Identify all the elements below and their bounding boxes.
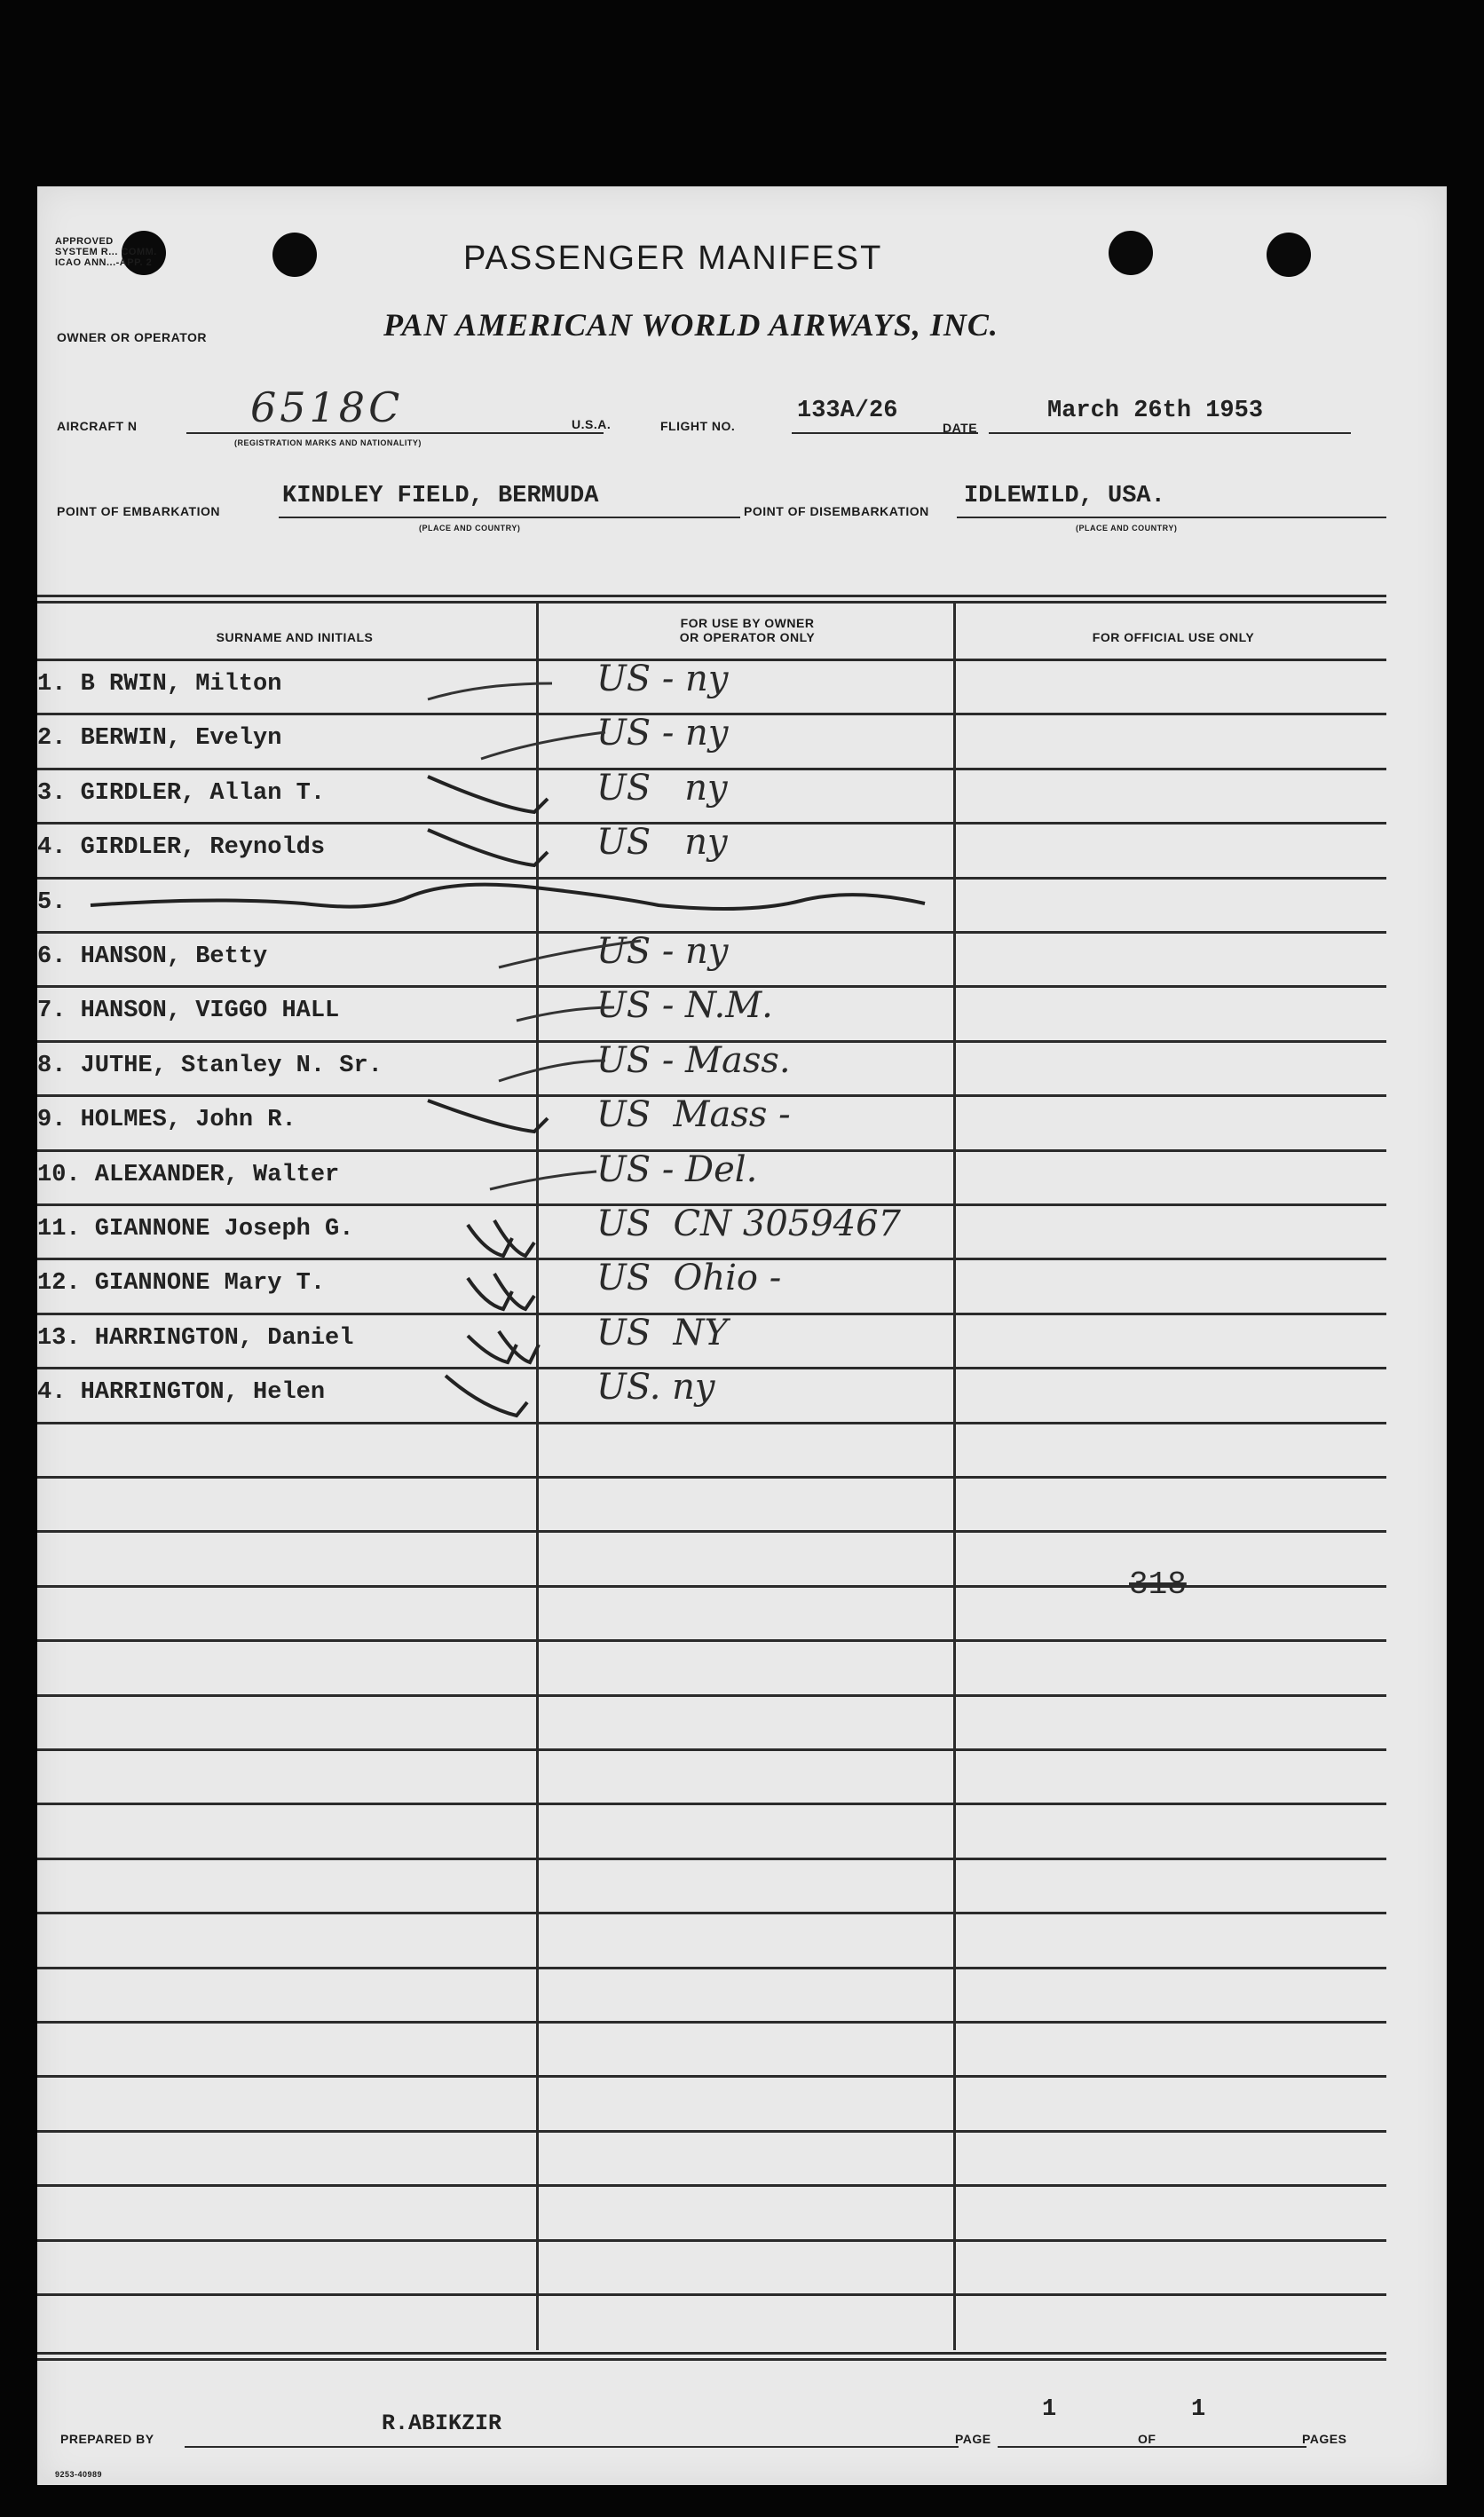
date-value: March 26th 1953 [1047, 398, 1264, 424]
official-note: 318 [1129, 1566, 1187, 1603]
disembark-label: POINT OF DISEMBARKATION [744, 504, 929, 518]
pen-marks [37, 186, 1447, 2485]
check-mark [494, 1274, 534, 1309]
flight-number: 133A/26 [797, 398, 898, 424]
embark-label: POINT OF EMBARKATION [57, 504, 220, 518]
date-label: DATE [943, 421, 978, 435]
column-header-operator-line1: FOR USE BY OWNER [680, 616, 815, 630]
prepared-rule [185, 2446, 959, 2448]
of-label: OF [1138, 2432, 1156, 2446]
aircraft-label: AIRCRAFT N [57, 419, 138, 433]
passenger-name: 11. GIANNONE Joseph G. [37, 1216, 354, 1243]
passenger-origin: US - N.M. [596, 985, 773, 1026]
embark-place-note: (PLACE AND COUNTRY) [419, 524, 521, 533]
form-number: 9253-40989 [55, 2470, 103, 2479]
passenger-origin: US NY [596, 1313, 728, 1353]
passenger-origin: US - Mass. [596, 1040, 791, 1081]
passenger-name: 4. HARRINGTON, Helen [37, 1379, 326, 1406]
page-label: PAGE [955, 2432, 991, 2446]
passenger-name: 5. [37, 889, 67, 916]
approval-line: ICAO ANN...-APP. 2 [55, 257, 153, 268]
column-header-official: FOR OFFICIAL USE ONLY [1092, 630, 1255, 644]
disembark-place-note: (PLACE AND COUNTRY) [1076, 524, 1178, 533]
check-mark [428, 777, 548, 812]
passenger-origin: US - ny [596, 931, 729, 972]
passenger-name: 12. GIANNONE Mary T. [37, 1270, 326, 1297]
strike-line [91, 885, 925, 909]
check-mark [517, 1007, 614, 1021]
of-value: 1 [1191, 2396, 1206, 2423]
manifest-sheet [37, 186, 1447, 2485]
check-mark [468, 1336, 517, 1362]
passenger-name: 2. BERWIN, Evelyn [37, 725, 282, 752]
check-mark [428, 830, 548, 865]
check-mark [499, 1061, 605, 1081]
passenger-name: 4. GIRDLER, Reynolds [37, 834, 326, 861]
passenger-origin: US Mass - [596, 1094, 791, 1135]
passenger-origin: US ny [596, 768, 728, 809]
approval-line: SYSTEM R... COMM. [55, 247, 157, 257]
check-mark [446, 1376, 527, 1416]
aircraft-value: 6518C [250, 383, 404, 431]
footer-rule [37, 2352, 1386, 2355]
passenger-name: 7. HANSON, VIGGO HALL [37, 998, 340, 1024]
passenger-origin: US Ohio - [596, 1258, 782, 1298]
check-mark [490, 1172, 596, 1189]
registration-note: (REGISTRATION MARKS AND NATIONALITY) [234, 438, 422, 447]
usa-label: U.S.A. [572, 417, 612, 431]
approval-line: APPROVED [55, 236, 114, 247]
of-rule [1164, 2446, 1306, 2448]
check-mark [428, 683, 552, 699]
column-header-operator-line2: OR OPERATOR ONLY [679, 630, 816, 644]
column-header-surname: SURNAME AND INITIALS [216, 630, 374, 644]
passenger-name: 8. JUTHE, Stanley N. Sr. [37, 1053, 383, 1079]
passenger-name: 1. B RWIN, Milton [37, 671, 282, 698]
disembark-value: IDLEWILD, USA. [964, 483, 1165, 509]
owner-label: OWNER OR OPERATOR [57, 330, 207, 344]
passenger-name: 10. ALEXANDER, Walter [37, 1162, 340, 1188]
passenger-name: 3. GIRDLER, Allan T. [37, 780, 326, 807]
passenger-origin: US - Del. [596, 1149, 758, 1190]
prepared-label: PREPARED BY [60, 2432, 154, 2446]
page-title: PASSENGER MANIFEST [463, 240, 883, 277]
check-mark [481, 732, 605, 759]
check-mark [499, 941, 641, 967]
embark-value: KINDLEY FIELD, BERMUDA [282, 483, 599, 509]
flight-label: FLIGHT NO. [660, 419, 736, 433]
passenger-origin: US - ny [596, 659, 729, 699]
footer-rule [37, 2358, 1386, 2361]
passenger-name: 9. HOLMES, John R. [37, 1107, 296, 1133]
check-mark [494, 1220, 534, 1256]
page-rule [998, 2446, 1175, 2448]
passenger-name: 13. HARRINGTON, Daniel [37, 1325, 354, 1352]
passenger-origin: US ny [596, 822, 728, 863]
passenger-origin: US - ny [596, 713, 729, 754]
prepared-value: R.ABIKZIR [382, 2410, 502, 2436]
page-value: 1 [1042, 2396, 1057, 2423]
check-mark [499, 1331, 539, 1362]
passenger-origin: US CN 3059467 [596, 1203, 902, 1244]
pages-label: PAGES [1302, 2432, 1347, 2446]
check-mark [428, 1101, 548, 1132]
passenger-name: 6. HANSON, Betty [37, 943, 268, 970]
passenger-origin: US. ny [596, 1367, 715, 1408]
airline-name: PAN AMERICAN WORLD AIRWAYS, INC. [383, 307, 999, 343]
